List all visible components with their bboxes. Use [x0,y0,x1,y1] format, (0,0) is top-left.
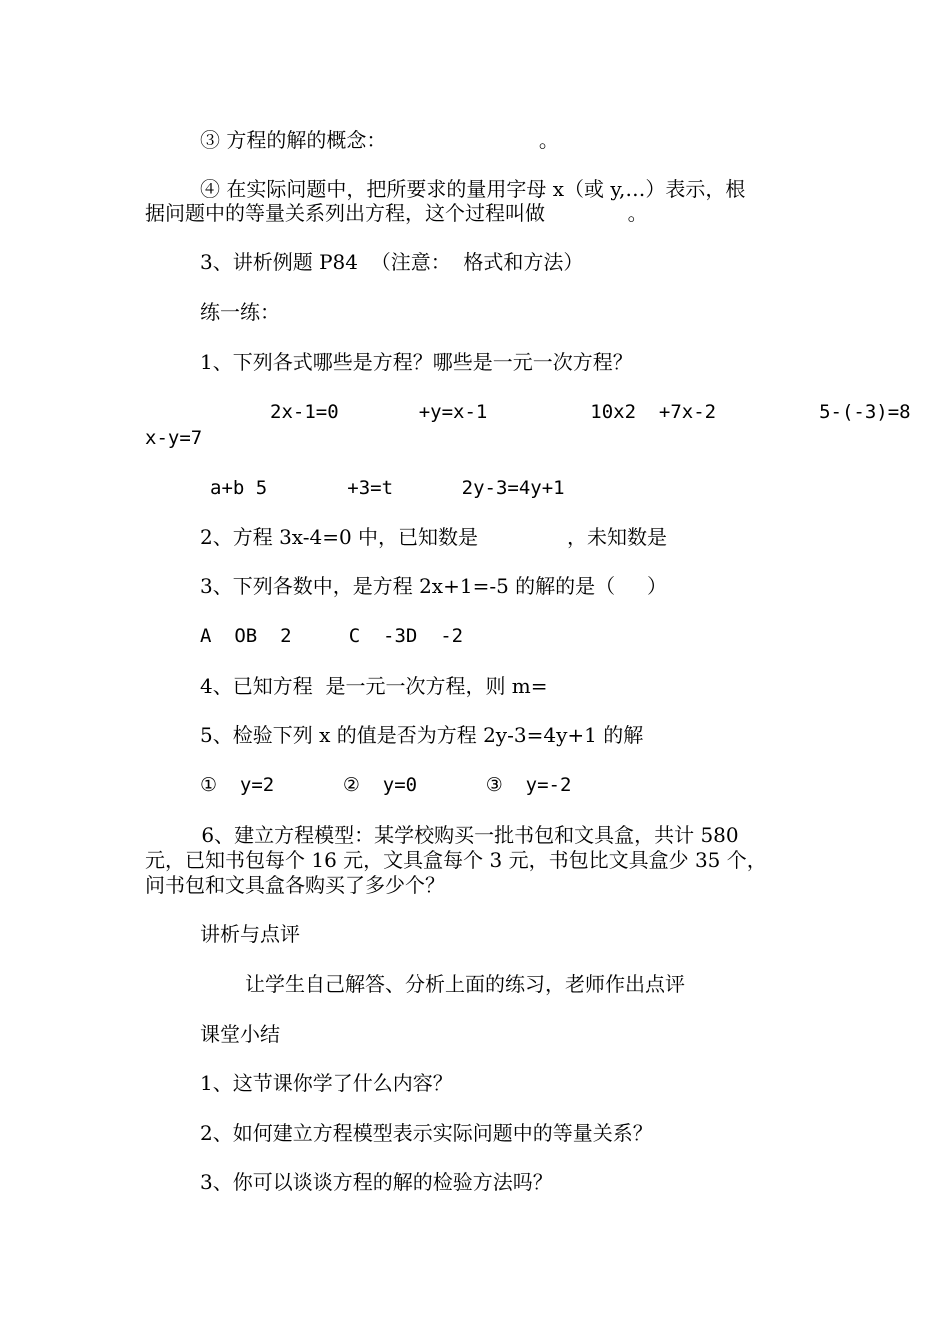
item-equation-definition-line2: 据问题中的等量关系列出方程，这个过程叫做 。 [145,201,648,225]
question-4: 4、已知方程 是一元一次方程，则 m= [200,674,548,698]
question-2: 2、方程 3x-4=0 中，已知数是 ，未知数是 [200,525,668,549]
question-1-expressions-line3: a+b 5 +3=t 2y-3=4y+1 [210,477,565,499]
summary-question-1: 1、这节课你学了什么内容？ [200,1071,453,1095]
section-summary-heading: 课堂小结 [200,1022,280,1046]
section-explanation-heading: 讲析与点评 [200,922,300,946]
question-5-values: ① y=2 ② y=0 ③ y=-2 [200,774,572,796]
question-6-line1: 6、建立方程模型：某学校购买一批书包和文具盒，共计 580 [195,823,739,847]
question-3: 3、下列各数中，是方程 2x+1=-5 的解的是（ ） [200,574,667,598]
question-6-line2: 元，已知书包每个 16 元，文具盒每个 3 元，书包比文具盒少 35 个， [145,848,767,872]
item-solution-concept: ③ 方程的解的概念： 。 [200,128,559,152]
summary-question-2: 2、如何建立方程模型表示实际问题中的等量关系？ [200,1121,653,1145]
question-1-expressions-line2: x-y=7 [145,427,203,449]
item-equation-definition-line1: ④ 在实际问题中，把所要求的量用字母 x（或 y,…）表示，根 [200,177,746,201]
question-3-options: A OB 2 C -3D -2 [200,625,464,647]
explanation-text: 让学生自己解答、分析上面的练习，老师作出点评 [245,972,685,996]
question-1: 1、下列各式哪些是方程？哪些是一元一次方程？ [200,350,633,374]
item-example-explanation: 3、讲析例题 P84 （注意： 格式和方法） [200,250,584,274]
summary-question-3: 3、你可以谈谈方程的解的检验方法吗？ [200,1170,553,1194]
question-1-expressions-line1: 2x-1=0 +y=x-1 10x2 +7x-2 5-(-3)=8 [270,401,911,423]
question-5: 5、检验下列 x 的值是否为方程 2y-3=4y+1 的解 [200,723,644,747]
section-practice-heading: 练一练： [200,300,280,324]
question-6-line3: 问书包和文具盒各购买了多少个？ [145,873,445,897]
